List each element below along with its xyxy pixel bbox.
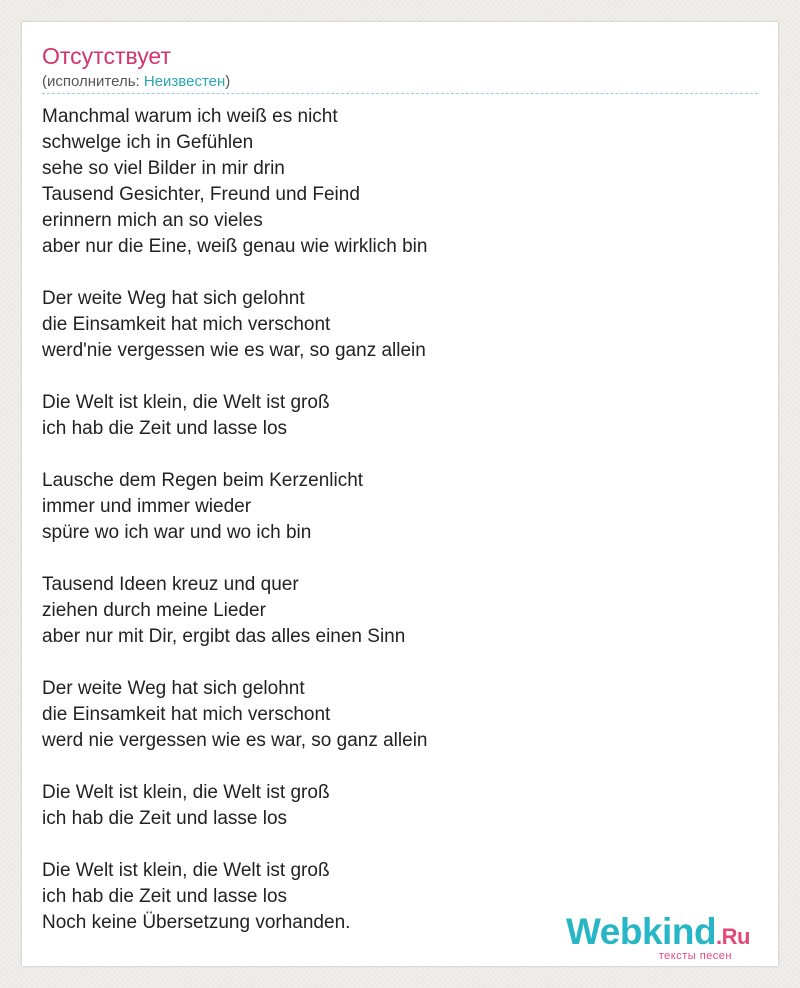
site-logo[interactable] (566, 912, 750, 962)
lyric-line: erinnern mich an so vieles (42, 210, 263, 231)
lyrics-body (42, 104, 427, 936)
lyric-line: ich hab die Zeit und lasse los (42, 886, 288, 907)
lyric-stanza (42, 286, 427, 364)
header-divider (42, 93, 758, 94)
lyric-stanza (42, 676, 427, 754)
lyric-line: spüre wo ich war und wo ich bin (42, 522, 312, 543)
artist-line (42, 73, 230, 91)
lyric-line: ich hab die Zeit und lasse los (42, 808, 288, 829)
lyric-line: Der weite Weg hat sich gelohnt (42, 288, 305, 309)
lyric-line: Die Welt ist klein, die Welt ist groß (42, 392, 330, 413)
lyric-stanza (42, 572, 427, 650)
lyric-stanza (42, 468, 427, 546)
lyric-stanza (42, 390, 427, 442)
artist-suffix: ) (225, 73, 231, 90)
lyric-line: aber nur mit Dir, ergibt das alles einen Sinn (42, 626, 406, 647)
lyric-line: immer und immer wieder (42, 496, 252, 517)
lyric-line: Noch keine Übersetzung vorhanden. (42, 912, 351, 933)
lyric-line: Lausche dem Regen beim Kerzenlicht (42, 470, 364, 491)
logo-subtitle: тексты песен (658, 950, 732, 962)
lyric-line: ich hab die Zeit und lasse los (42, 418, 288, 439)
lyric-line: werd'nie vergessen wie es war, so ganz allein (42, 340, 426, 361)
logo-word: Webkind (566, 911, 717, 952)
lyric-line: die Einsamkeit hat mich verschont (42, 704, 331, 725)
lyric-line: sehe so viel Bilder in mir drin (42, 158, 285, 179)
artist-link[interactable]: Неизвестен (143, 73, 226, 90)
lyric-line: Die Welt ist klein, die Welt ist groß (42, 782, 330, 803)
lyric-stanza (42, 858, 427, 936)
lyric-line: Der weite Weg hat sich gelohnt (42, 678, 305, 699)
lyrics-card (22, 22, 778, 966)
lyric-line: ziehen durch meine Lieder (42, 600, 266, 621)
lyric-line: werd nie vergessen wie es war, so ganz allein (42, 730, 428, 751)
lyric-line: die Einsamkeit hat mich verschont (42, 314, 331, 335)
song-title: Отсутствует (42, 43, 171, 69)
lyric-line: Tausend Ideen kreuz und quer (42, 574, 299, 595)
lyric-line: aber nur die Eine, weiß genau wie wirklich bin (42, 236, 428, 257)
lyric-stanza (42, 104, 427, 260)
lyric-line: Tausend Gesichter, Freund und Feind (42, 184, 360, 205)
lyric-line: Manchmal warum ich weiß es nicht (42, 106, 338, 127)
lyric-line: schwelge ich in Gefühlen (42, 132, 254, 153)
lyric-line: Die Welt ist klein, die Welt ist groß (42, 860, 330, 881)
lyric-stanza (42, 780, 427, 832)
logo-tld: .Ru (716, 924, 750, 949)
artist-prefix: (исполнитель: (42, 73, 144, 90)
